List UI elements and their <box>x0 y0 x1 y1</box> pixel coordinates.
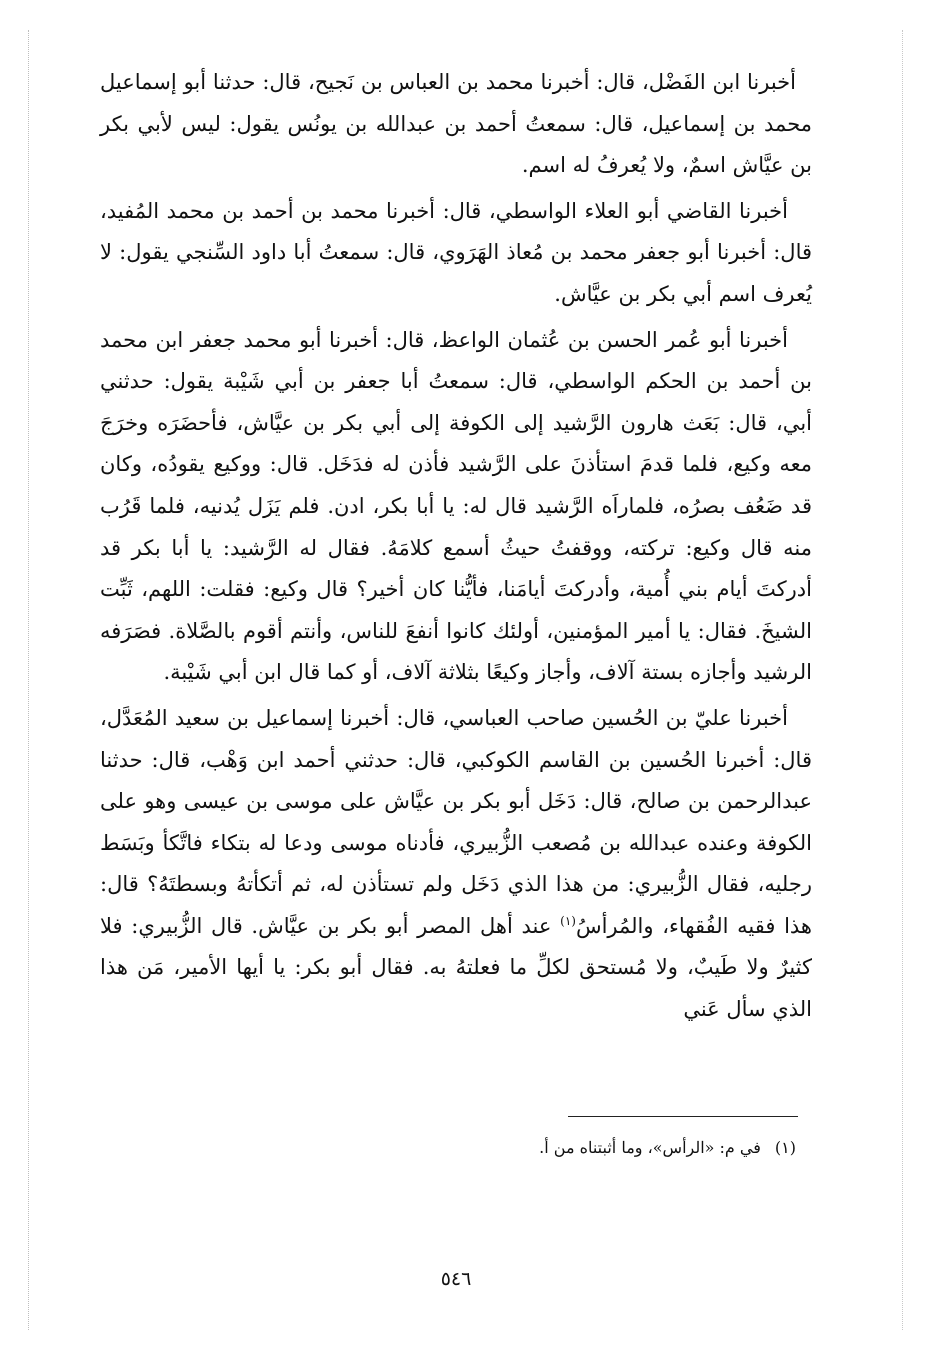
paragraph-4-tail: عند أهل المصر أبو بكر بن عيَّاش. قال الزُّبيري: فلا كثيرٌ ولا طَيبٌ، ولا مُستحق لكلِّ ما فعلتهُ به. فقال أبو بكر: يا أيها الأمير، مَن هذا الذي سأل عَني <box>100 913 812 1022</box>
paragraph-2: أخبرنا القاضي أبو العلاء الواسطي، قال: أخبرنا محمد بن أحمد بن محمد المُفيد، قال: أخبرنا أبو جعفر محمد بن مُعاذ الهَرَوي، قال: سمعتُ أبا داود السِّنجي يقول: لا يُعرف اسم أبي بكر بن عيَّاش. <box>100 198 812 306</box>
footnote-text: في م: «الرأس»، وما أثبتناه من أ. <box>539 1138 761 1157</box>
paragraph-1: أخبرنا ابن الفَضْل، قال: أخبرنا محمد بن العباس بن نَجيح، قال: حدثنا أبو إسماعيل محمد بن إسماعيل، قال: سمعتُ أحمد بن عبدالله بن يونُس يقول: ليس لأبي بكر بن عيَّاش اسمٌ، ولا يُعرفُ له اسم. <box>100 70 812 178</box>
scan-margin-mark-right <box>902 30 904 1330</box>
main-text-block <box>100 62 812 1035</box>
scan-margin-mark-left <box>28 30 30 1330</box>
footnote-reference: (١) <box>560 913 576 928</box>
page-number: ٥٤٦ <box>440 1268 472 1290</box>
footnote-divider <box>568 1116 798 1117</box>
footnote <box>300 1136 796 1160</box>
footnote-number: (١) <box>774 1138 796 1157</box>
paragraph-4-text: أخبرنا عليّ بن الحُسين صاحب العباسي، قال: أخبرنا إسماعيل بن سعيد المُعَدَّل، قال: أخبرنا الحُسين بن القاسم الكوكبي، قال: حدثني أحمد ابن وَهْب، قال: حدثنا عبدالرحمن بن صالح، قال: دَخَل أبو بكر بن عيَّاش على موسى بن عيسى وهو على الكوفة وعنده عبدالله بن مُصعب الزُّبيري، فأدناه موسى ودعا له بتكاء فاتَّكأ وبَسَط رجليه، فقال الزُّبيري: من هذا الذي دَخَل ولم تستأذن له، ثم أتكأتهُ وبسطتَهُ؟ قال: هذا فقيه الفُقهاء، والمُرأسُ <box>100 705 812 938</box>
paragraph-3: أخبرنا أبو عُمر الحسن بن عُثمان الواعظ، قال: أخبرنا أبو محمد جعفر ابن محمد بن أحمد بن الحكم الواسطي، قال: سمعتُ أبا جعفر بن أبي شَيْبة يقول: حدثني أبي، قال: بَعَث هارون الرَّشيد إلى الكوفة إلى أبي بكر بن عيَّاش، فأحضَرَه وخرَجَ معه وكيع، فلما قدمَ استأذنَ على الرَّشيد فأذن له فدَخَل. قال: ووكيع يقودُه، وكان قد ضَعُف بصرُه، فلماراَه الرَّشيد قال له: يا أبا بكر، ادن. فلم يَزَل يُدنيه، فلما قَرُب منه قال وكيع: تركته، ووقفتُ حيثُ أسمع كلامَهُ. فقال له الرَّشيد: يا أبا بكر قد أدركتَ أيام بني أُمية، وأدركتَ أيامَنا، فأيُّنا كان أخير؟ قال وكيع: فقلت: اللهم، ثَبِّت الشيخَ. فقال: يا أمير المؤمنين، أولئك كانوا أنفعَ للناس، وأنتم أقوم بالصَّلاة. فصَرَفه الرشيد وأجازه بستة آلاف، وأجاز وكيعًا بثلاثة آلاف، أو كما قال ابن أبي شَيْبة. <box>100 327 812 685</box>
paragraph-4 <box>100 698 812 1031</box>
